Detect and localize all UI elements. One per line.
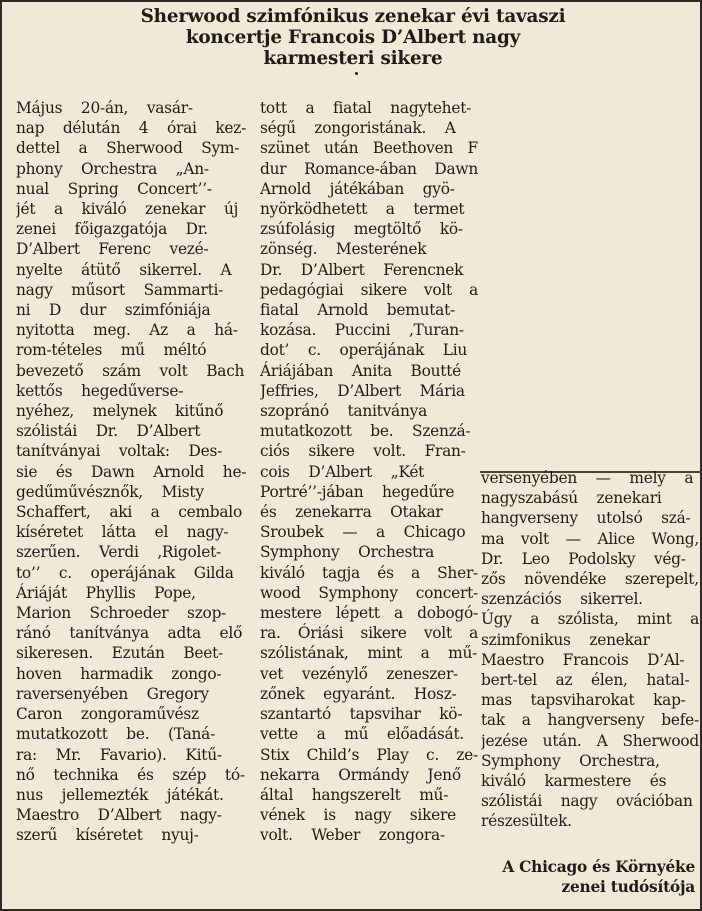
article-text-line: kozása. Puccini ‚Turan-	[260, 321, 464, 340]
article-text-line: mutatkozott be. Szenzá-	[260, 422, 471, 441]
article-text-line: sikeresen. Ezután Beet-	[16, 644, 224, 663]
article-text-line: ciós sikere volt. Fran-	[260, 442, 466, 461]
article-text-line: bevezető szám volt Bach	[16, 361, 245, 380]
article-text-line: volt. Weber zongora-	[260, 826, 445, 845]
article-text-line: nyitotta meg. Az a há-	[16, 321, 238, 340]
article-headline	[22, 6, 684, 69]
article-text-line: nual Spring Concert’’-	[16, 179, 212, 198]
article-text-line: bert-tel az élen, hatal-	[481, 671, 690, 690]
article-text-line: szenzációs sikerrel.	[481, 590, 643, 609]
article-text-line: Jeffries, D’Albert Mária	[260, 381, 465, 400]
article-text-line: szimfonikus zenekar	[481, 630, 650, 649]
article-text-line: cois D’Albert „Két	[260, 462, 425, 481]
article-text-line: Symphony Orchestra	[260, 543, 435, 562]
article-text-line: Sroubek — a Chicago	[260, 523, 466, 542]
article-text-line: versenyében — mely a	[481, 469, 694, 487]
article-text-line: vet vezénylő zeneszer-	[260, 664, 458, 683]
article-text-line: kiváló karmestere és	[481, 772, 667, 791]
article-text-line: szerű kíséretet nyuj-	[16, 826, 199, 845]
article-text-line: to’’ c. operájának Gilda	[16, 563, 234, 582]
article-text-line: ma volt — Alice Wong,	[481, 529, 699, 548]
article-text-line: Symphony Orchestra,	[481, 751, 660, 770]
article-text-line: ránó tanítványa adta elő	[16, 624, 243, 643]
article-text-line: zőnek egyaránt. Hosz-	[260, 684, 457, 703]
article-text-line: szerűen. Verdi ‚Rigolet-	[16, 543, 221, 562]
article-text-line: Portré’’-jában hegedűre	[260, 482, 455, 501]
article-text-line: jezése után. A Sherwood	[481, 731, 699, 750]
article-text-line: és zenekarra Otakar	[260, 503, 443, 522]
article-text-line: Áriájában Anita Boutté	[260, 361, 462, 380]
article-text-line: zős növendéke szerepelt,	[481, 570, 699, 589]
article-text-line: mestere lépett a dobogó-	[260, 604, 478, 623]
article-text-line: zönség. Mesterének	[260, 240, 427, 259]
article-text-line: nyéhez, melynek kitűnő	[16, 402, 224, 421]
article-text-line: Úgy a szólista, mint a	[481, 610, 699, 629]
article-text-line: szólistái Dr. D’Albert	[16, 422, 201, 441]
article-text-line: nő technika és szép tó-	[16, 765, 245, 784]
article-text-line: ni D dur szimfóniája	[16, 301, 211, 320]
article-column-2	[260, 98, 478, 846]
article-text-line: jét a kiváló zenekar új	[16, 200, 239, 219]
article-text-line: nagyszabású zenekari	[481, 489, 662, 508]
headline-line-2: koncertje Francois D’Albert nagy	[185, 27, 521, 48]
headline-line-3: karmesteri sikere	[263, 48, 443, 69]
headline-line-1: Sherwood szimfónikus zenekar évi tavaszi	[140, 6, 566, 27]
article-text-line: részesültek.	[481, 812, 572, 831]
article-text-line: Dr. D’Albert Ferencnek	[260, 260, 464, 279]
article-byline	[481, 857, 695, 897]
article-text-line: Áriáját Phyllis Pope,	[16, 583, 196, 602]
article-text-line: szünet után Beethoven F	[260, 139, 478, 158]
article-text-line: Marion Schroeder szop-	[16, 604, 227, 623]
article-text-line: által hangszerelt mű-	[260, 785, 449, 804]
article-text-line: nagy műsort Sammarti-	[16, 280, 224, 299]
article-text-line: dettel a Sherwood Sym-	[16, 139, 240, 158]
byline-line-1: A Chicago és Környéke	[502, 858, 695, 876]
article-text-line: ra: Mr. Favario). Kitű-	[16, 745, 222, 764]
article-column-3	[481, 468, 699, 832]
article-text-line: nyelte átütő sikerrel. A	[16, 260, 232, 279]
article-text-line: zenei főigazgatója Dr.	[16, 220, 208, 239]
article-text-line: Schaffert, aki a cembalo	[16, 503, 243, 522]
article-text-line: dur Romance-ában Dawn	[260, 159, 478, 178]
article-text-line: D’Albert Ferenc vezé-	[16, 240, 209, 259]
article-text-line: sie és Dawn Arnold he-	[16, 462, 247, 481]
article-text-line: raversenyében Gregory	[16, 684, 209, 703]
article-text-line: nap délután 4 órai kez-	[16, 119, 247, 138]
article-text-line: rom-tételes mű méltó	[16, 341, 207, 360]
article-text-line: fiatal Arnold bemutat-	[260, 301, 455, 320]
byline-line-2: zenei tudósítója	[561, 878, 695, 897]
article-text-line: Stix Child’s Play c. ze-	[260, 745, 478, 764]
article-text-line: Arnold játékában gyö-	[260, 179, 455, 198]
article-text-line: zsúfolásig megtöltő kö-	[260, 220, 463, 239]
article-text-line: nekarra Ormándy Jenő	[260, 765, 461, 784]
article-text-line: Május 20-án, vasár-	[16, 99, 193, 117]
article-text-line: vette a mű előadását.	[260, 725, 465, 744]
article-text-line: ra. Óriási sikere volt a	[260, 624, 478, 643]
article-text-line: szantartó tapsvihar kö-	[260, 705, 463, 724]
article-text-line: Caron zongoraművész	[16, 705, 199, 724]
article-text-line: ségű zongoristának. A	[260, 119, 456, 138]
article-text-line: Dr. Leo Podolsky vég-	[481, 549, 686, 568]
article-text-line: pedagógiai sikere volt a	[260, 280, 478, 299]
article-text-line: kiváló tagja és a Sher-	[260, 563, 478, 582]
article-text-line: kettős hegedűverse-	[16, 381, 184, 400]
article-text-line: Maestro D’Albert nagy-	[16, 806, 222, 825]
article-text-line: tak a hangverseny befe-	[481, 711, 699, 730]
article-text-line: mutatkozott be. (Taná-	[16, 725, 216, 744]
article-text-line: szopránó tanitványa	[260, 402, 428, 421]
article-text-line: szólistái nagy ovációban	[481, 792, 693, 811]
article-text-line: gedűművésznők, Misty	[16, 482, 204, 501]
article-text-line: szólistának, mint a mű-	[260, 644, 478, 663]
article-text-line: tott a fiatal nagytehet-	[260, 99, 472, 117]
ink-speck	[355, 72, 358, 75]
article-text-line: kíséretet látta el nagy-	[16, 523, 229, 542]
article-text-line: phony Orchestra „An-	[16, 159, 209, 178]
article-text-line: hangverseny utolsó szá-	[481, 509, 691, 528]
article-text-line: tanítványai voltak: Des-	[16, 442, 223, 461]
article-text-line: Maestro Francois D’Al-	[481, 650, 685, 669]
article-text-line: vének is nagy sikere	[260, 806, 457, 825]
article-text-line: dot’ c. operájának Liu	[260, 341, 468, 360]
article-text-line: wood Symphony concert-	[260, 583, 478, 602]
article-text-line: nyörködhetett a termet	[260, 200, 465, 219]
article-text-line: nus jellemezték játékát.	[16, 785, 224, 804]
article-text-line: mas tapsviharokat kap-	[481, 691, 686, 710]
article-text-line: hoven harmadik zongo-	[16, 664, 222, 683]
article-column-1	[16, 98, 247, 846]
